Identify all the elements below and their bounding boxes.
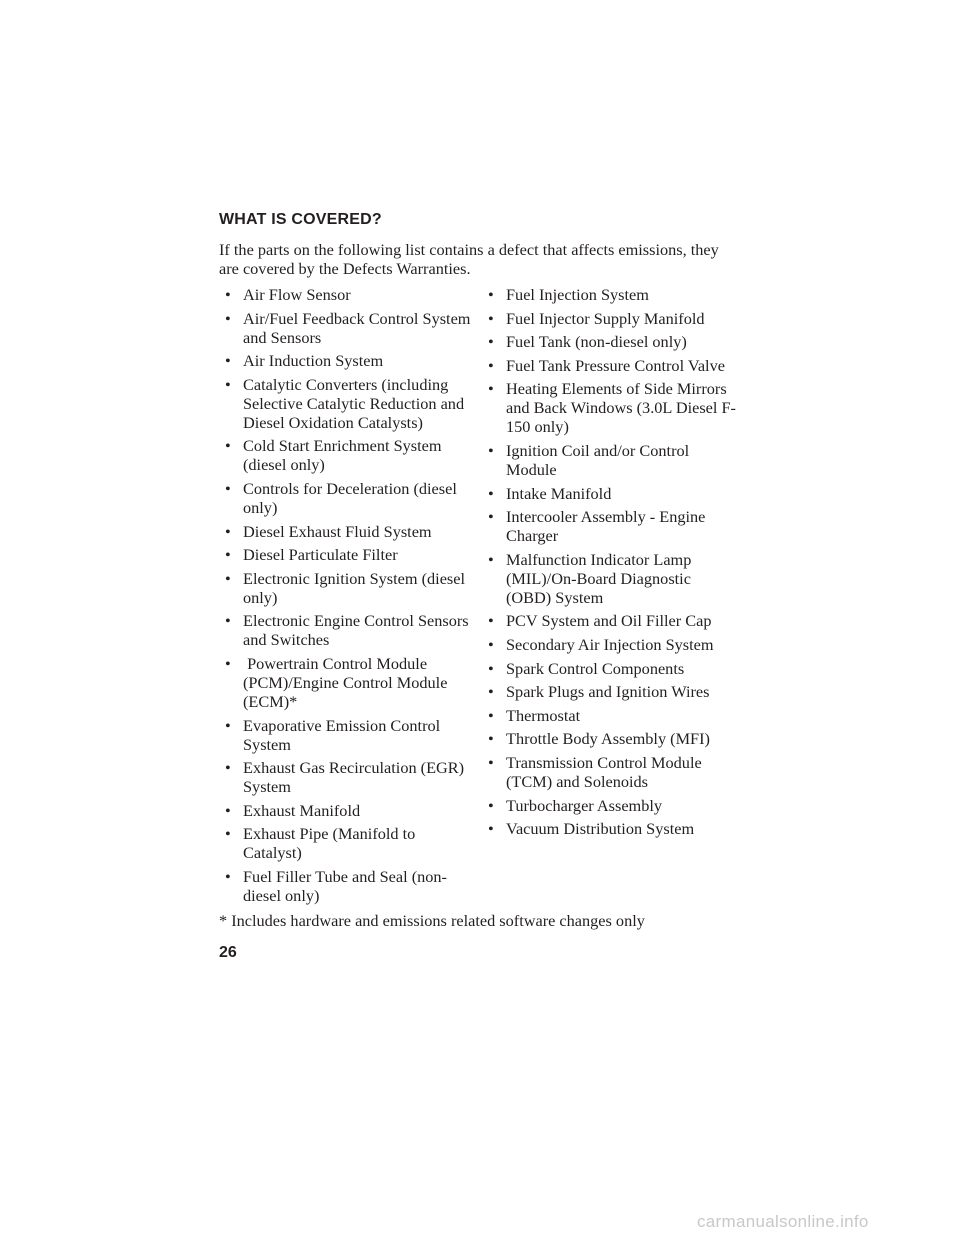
bullet-icon: • [488,634,494,654]
list-item [488,611,738,630]
list-item-text: Fuel Injector Supply Manifold [506,308,705,328]
list-item [225,351,473,370]
list-item [225,569,473,607]
list-item-text: Diesel Exhaust Fluid System [243,521,432,541]
bullet-icon: • [225,758,231,778]
bullet-icon: • [488,440,494,460]
bullet-icon: • [225,308,231,328]
page-number: 26 [219,944,237,961]
list-item [225,285,473,304]
list-item-text: Air Induction System [243,351,384,371]
bullet-icon: • [488,682,494,702]
bullet-icon: • [488,285,494,304]
bullet-icon: • [225,715,231,735]
list-item [488,819,738,838]
list-item-text: Exhaust Pipe (Manifold to Catalyst) [243,824,416,863]
intro-paragraph: If the parts on the following list contains a defect that affects emissions, they are covered by the Defects Warranties. [219,240,719,278]
list-item [225,758,473,796]
bullet-icon: • [488,752,494,772]
bullet-icon: • [488,308,494,328]
bullet-icon: • [488,483,494,503]
list-item [225,867,473,905]
list-item-text: Fuel Tank Pressure Control Valve [506,355,725,375]
bullet-icon: • [225,568,231,588]
covered-parts-list-left [225,285,473,910]
list-item-text: Electronic Ignition System (diesel only) [243,568,466,607]
list-item [488,682,738,701]
list-item [225,611,473,649]
list-item-text: Transmission Control Module (TCM) and Solenoids [506,752,702,791]
list-item-text: Catalytic Converters (including Selective Catalytic Reduction and Diesel Oxidation Catalysts) [243,374,465,432]
list-item-text: Heating Elements of Side Mirrors and Back Windows (3.0L Diesel F-150 only) [506,379,736,437]
list-item-text: Evaporative Emission Control System [243,715,441,754]
list-item [488,753,738,791]
bullet-icon: • [225,800,231,820]
bullet-icon: • [488,705,494,725]
bullet-icon: • [488,507,494,527]
list-item-text: Air Flow Sensor [243,285,351,304]
list-item-text: Air/Fuel Feedback Control System and Sensors [243,308,471,347]
list-item [225,479,473,517]
bullet-icon: • [488,379,494,399]
footnote: * Includes hardware and emissions related software changes only [219,911,645,930]
list-item-text: Malfunction Indicator Lamp (MIL)/On-Board Diagnostic (OBD) System [506,549,692,607]
list-item-text: Cold Start Enrichment System (diesel only) [243,436,442,475]
bullet-icon: • [225,374,231,394]
bullet-icon: • [488,355,494,375]
list-item-text: Spark Control Components [506,658,685,678]
bullet-icon: • [488,658,494,678]
list-item-text: PCV System and Oil Filler Cap [506,611,712,631]
bullet-icon: • [488,819,494,839]
list-item-text: Fuel Injection System [506,285,649,304]
bullet-icon: • [225,545,231,565]
list-item-text: Intake Manifold [506,483,612,503]
list-item-text: Intercooler Assembly - Engine Charger [506,507,706,546]
list-item [225,375,473,432]
list-item [488,507,738,545]
list-item-text: Electronic Engine Control Sensors and Switches [243,611,469,650]
list-item-text: Exhaust Gas Recirculation (EGR) System [243,758,465,797]
list-item [225,801,473,820]
bullet-icon: • [225,611,231,631]
list-item-text: Controls for Deceleration (diesel only) [243,478,457,517]
list-item [225,654,473,711]
list-item [488,729,738,748]
list-item-text: Fuel Filler Tube and Seal (non-diesel only) [243,866,447,905]
bullet-icon: • [225,866,231,886]
list-item-text: Secondary Air Injection System [506,634,714,654]
bullet-icon: • [488,729,494,749]
list-item-text: Vacuum Distribution System [506,819,695,839]
bullet-icon: • [225,653,231,673]
list-item [225,522,473,541]
list-item [488,635,738,654]
watermark[interactable]: carmanualsonline.info [697,1212,869,1231]
list-item-text: Thermostat [506,705,581,725]
bullet-icon: • [225,436,231,456]
list-item [488,706,738,725]
bullet-icon: • [225,824,231,844]
list-item [488,356,738,375]
list-item [225,824,473,862]
list-item [225,436,473,474]
list-item [488,484,738,503]
bullet-icon: • [488,795,494,815]
list-item [488,659,738,678]
list-item-text: Exhaust Manifold [243,800,361,820]
bullet-icon: • [488,549,494,569]
list-item [488,441,738,479]
list-item [488,379,738,436]
list-item-text: Diesel Particulate Filter [243,545,398,565]
list-item-text: Spark Plugs and Ignition Wires [506,682,710,702]
bullet-icon: • [225,521,231,541]
bullet-icon: • [488,332,494,352]
list-item-text: Powertrain Control Module (PCM)/Engine Control Module (ECM)* [243,653,452,711]
list-item [488,332,738,351]
list-item [225,716,473,754]
list-item [488,796,738,815]
list-item [225,309,473,347]
list-item-text: Ignition Coil and/or Control Module [506,440,690,479]
list-item [488,309,738,328]
bullet-icon: • [225,285,231,304]
bullet-icon: • [488,611,494,631]
list-item [225,545,473,564]
list-item-text: Turbocharger Assembly [506,795,663,815]
list-item [488,550,738,607]
list-item-text: Fuel Tank (non-diesel only) [506,332,687,352]
bullet-icon: • [225,351,231,371]
bullet-icon: • [225,478,231,498]
list-item [488,285,738,304]
section-heading: WHAT IS COVERED? [219,211,382,228]
covered-parts-list-right [488,285,738,843]
list-item-text: Throttle Body Assembly (MFI) [506,729,710,749]
